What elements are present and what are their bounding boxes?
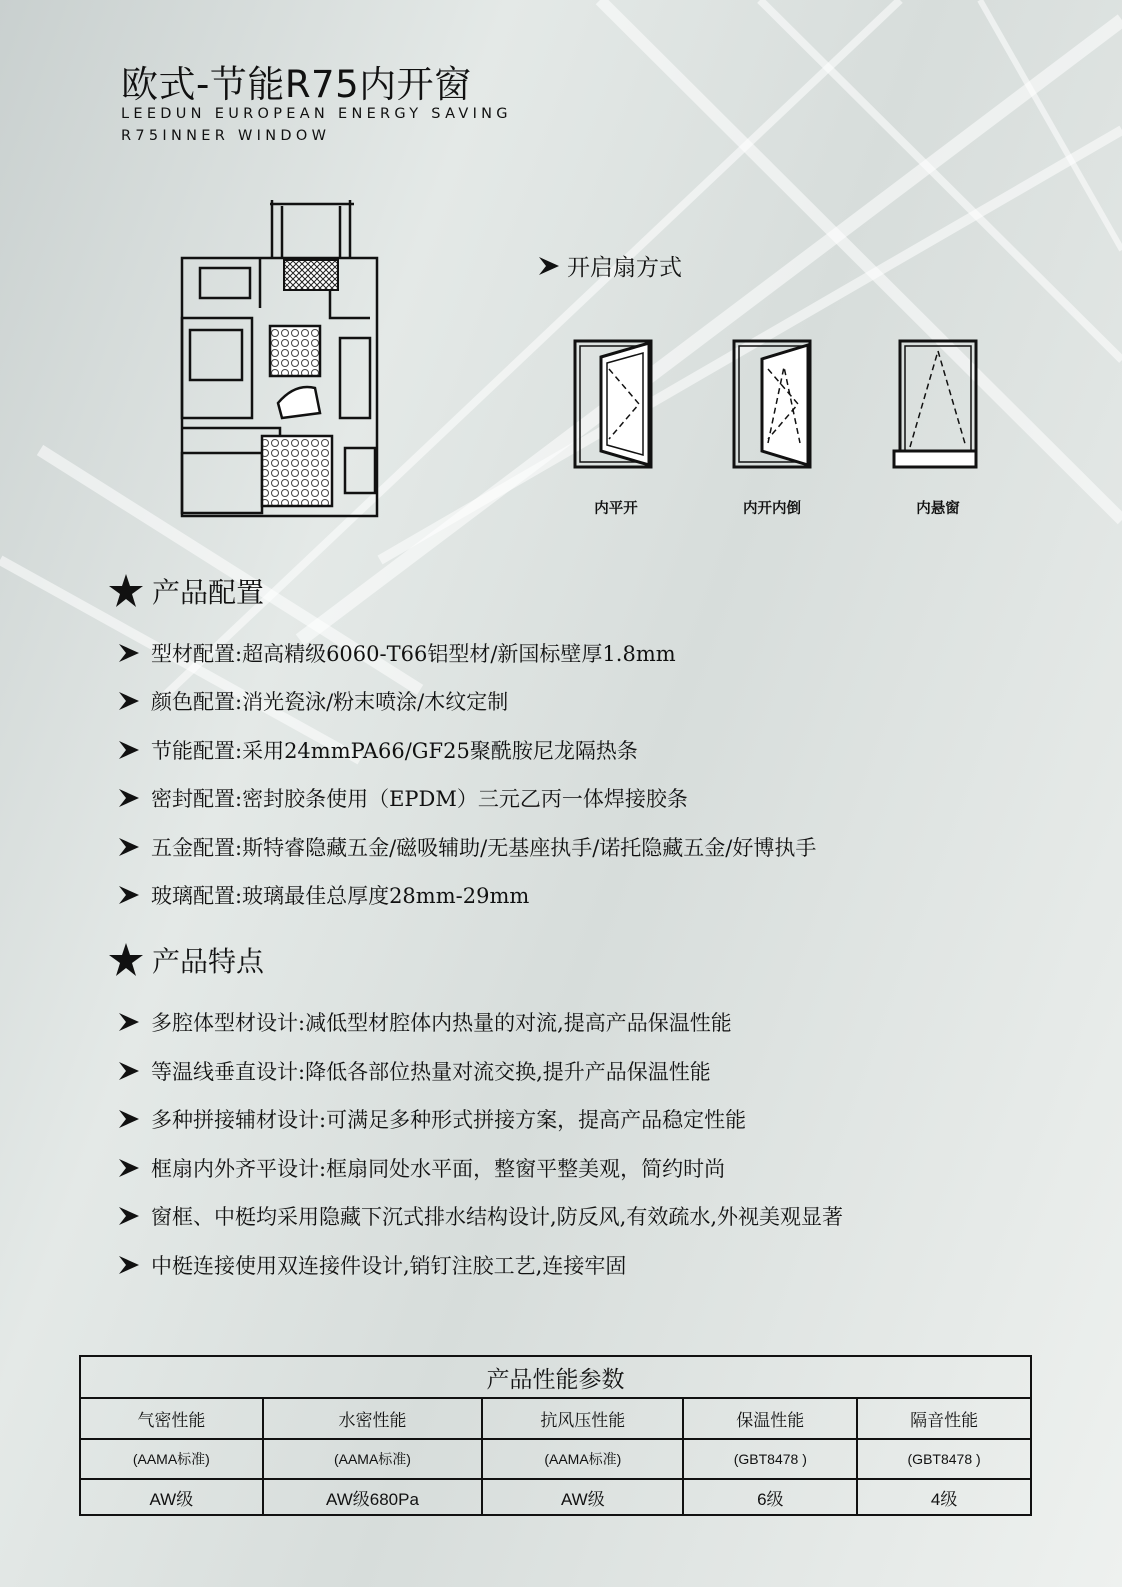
table-header-cell: 隔音性能 bbox=[857, 1398, 1031, 1439]
feature-item-text: 框扇内外齐平设计:框扇同处水平面，整窗平整美观，简约时尚 bbox=[151, 1157, 726, 1181]
table-cell: 6级 bbox=[683, 1479, 857, 1515]
arrow-bullet-icon bbox=[117, 1254, 141, 1276]
arrow-bullet-icon bbox=[117, 1108, 141, 1130]
feature-item-text: 多种拼接辅材设计:可满足多种形式拼接方案，提高产品稳定性能 bbox=[151, 1108, 747, 1132]
tilt-turn-window-icon bbox=[732, 339, 814, 471]
configuration-item-text: 节能配置:采用24mmPA66/GF25聚酰胺尼龙隔热条 bbox=[151, 739, 638, 763]
arrow-bullet-icon bbox=[117, 787, 141, 809]
arrow-bullet-icon bbox=[117, 739, 141, 761]
opening-mode-label: 内开内倒 bbox=[743, 501, 801, 517]
configuration-item bbox=[117, 783, 688, 813]
configuration-item bbox=[117, 832, 816, 862]
table-cell: AW级 bbox=[80, 1479, 263, 1515]
arrow-bullet-icon bbox=[117, 836, 141, 858]
table-row bbox=[80, 1479, 1031, 1515]
feature-item-text: 中梃连接使用双连接件设计,销钉注胶工艺,连接牢固 bbox=[151, 1254, 627, 1278]
star-icon bbox=[108, 573, 144, 609]
table-header-cell: 水密性能 bbox=[263, 1398, 483, 1439]
table-row bbox=[80, 1439, 1031, 1479]
arrow-bullet-icon bbox=[117, 1011, 141, 1033]
feature-item bbox=[117, 1201, 843, 1231]
feature-item bbox=[117, 1250, 626, 1280]
configuration-item bbox=[117, 735, 638, 765]
table-cell: (AAMA标准) bbox=[80, 1439, 263, 1479]
opening-mode-label: 内悬窗 bbox=[916, 501, 960, 517]
configuration-item-text: 五金配置:斯特睿隐藏五金/磁吸辅助/无基座执手/诺托隐藏五金/好博执手 bbox=[151, 836, 817, 860]
configuration-heading bbox=[108, 571, 264, 611]
table-header-cell: 抗风压性能 bbox=[482, 1398, 683, 1439]
profile-cross-section-drawing bbox=[170, 198, 385, 523]
arrow-bullet-icon bbox=[117, 642, 141, 664]
feature-item bbox=[117, 1104, 746, 1134]
configuration-item-text: 颜色配置:消光瓷泳/粉末喷涂/木纹定制 bbox=[151, 690, 509, 714]
table-cell: (GBT8478 ) bbox=[857, 1439, 1031, 1479]
arrow-bullet-icon bbox=[117, 1060, 141, 1082]
performance-table-caption: 产品性能参数 bbox=[80, 1356, 1031, 1398]
subtitle-line-2: R75INNER WINDOW bbox=[121, 128, 331, 144]
features-heading bbox=[108, 940, 264, 980]
table-header-row bbox=[80, 1398, 1031, 1439]
side-hung-window-icon bbox=[573, 339, 655, 471]
feature-item-text: 等温线垂直设计:降低各部位热量对流交换,提升产品保温性能 bbox=[151, 1060, 711, 1084]
table-cell: (AAMA标准) bbox=[482, 1439, 683, 1479]
arrow-bullet-icon bbox=[117, 690, 141, 712]
feature-item bbox=[117, 1153, 725, 1183]
table-cell: (GBT8478 ) bbox=[683, 1439, 857, 1479]
page-title: 欧式-节能R75内开窗 bbox=[121, 63, 472, 106]
top-hung-window-icon bbox=[892, 339, 980, 471]
feature-item-text: 窗框、中梃均采用隐藏下沉式排水结构设计,防反风,有效疏水,外视美观显著 bbox=[151, 1205, 844, 1229]
table-cell: AW级 bbox=[482, 1479, 683, 1515]
feature-item bbox=[117, 1007, 732, 1037]
page-subtitle bbox=[121, 103, 512, 147]
opening-modes-heading bbox=[537, 249, 682, 282]
arrow-bullet-icon bbox=[117, 1205, 141, 1227]
configuration-item bbox=[117, 880, 529, 910]
feature-item bbox=[117, 1056, 711, 1086]
opening-modes-heading-text: 开启扇方式 bbox=[567, 255, 682, 281]
configuration-item-text: 密封配置:密封胶条使用（EPDM）三元乙丙一体焊接胶条 bbox=[151, 787, 688, 811]
arrow-bullet-icon bbox=[537, 255, 561, 277]
star-icon bbox=[108, 942, 144, 978]
configuration-item-text: 型材配置:超高精级6060-T66铝型材/新国标壁厚1.8mm bbox=[151, 642, 676, 666]
configuration-item bbox=[117, 686, 508, 716]
feature-item-text: 多腔体型材设计:减低型材腔体内热量的对流,提高产品保温性能 bbox=[151, 1011, 732, 1035]
table-cell: AW级680Pa bbox=[263, 1479, 483, 1515]
table-cell: (AAMA标准) bbox=[263, 1439, 483, 1479]
performance-table bbox=[79, 1355, 1032, 1516]
opening-mode-label: 内平开 bbox=[594, 501, 638, 517]
configuration-item bbox=[117, 638, 676, 668]
configuration-item-text: 玻璃配置:玻璃最佳总厚度28mm-29mm bbox=[151, 884, 530, 908]
table-cell: 4级 bbox=[857, 1479, 1031, 1515]
arrow-bullet-icon bbox=[117, 884, 141, 906]
configuration-heading-text: 产品配置 bbox=[152, 576, 265, 609]
arrow-bullet-icon bbox=[117, 1157, 141, 1179]
table-header-cell: 保温性能 bbox=[683, 1398, 857, 1439]
subtitle-line-1: LEEDUN EUROPEAN ENERGY SAVING bbox=[121, 106, 512, 122]
features-heading-text: 产品特点 bbox=[152, 945, 265, 978]
table-header-cell: 气密性能 bbox=[80, 1398, 263, 1439]
